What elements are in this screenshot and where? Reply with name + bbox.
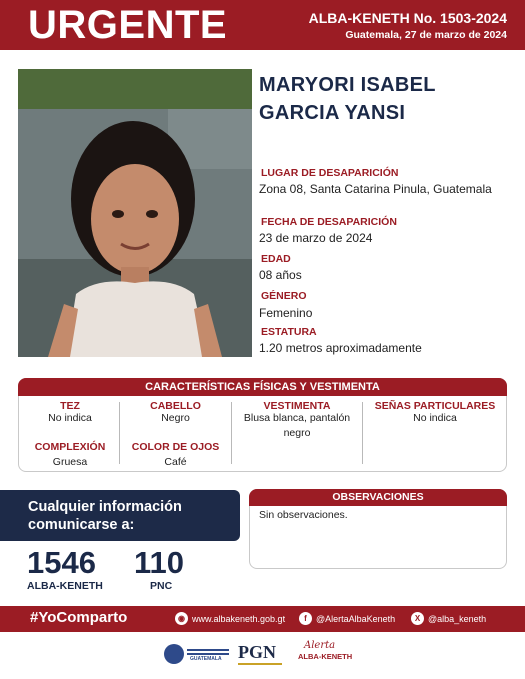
contact-line1: Cualquier información	[28, 499, 182, 515]
genero-value: Femenino	[259, 306, 313, 320]
cabello-value: Negro	[161, 412, 190, 424]
phone-alba-keneth-label: ALBA-KENETH	[27, 580, 103, 592]
phone-pnc[interactable]: 110	[134, 545, 185, 580]
complexion-label: COMPLEXIÓN	[34, 441, 106, 453]
pgn-logo	[236, 640, 286, 668]
lugar-value: Zona 08, Santa Catarina Pinula, Guatemala	[259, 182, 492, 196]
senas-label: SEÑAS PARTICULARES	[374, 400, 496, 412]
alerta-logo-line2: ALBA-KENETH	[298, 652, 353, 661]
phone-pnc-label: PNC	[150, 580, 173, 592]
guatemala-logo	[162, 640, 232, 668]
tez-label: TEZ	[60, 400, 80, 412]
complexion-value: Gruesa	[52, 456, 88, 468]
cabello-label: CABELLO	[150, 400, 201, 412]
edad-label: EDAD	[261, 253, 291, 265]
pgn-logo-text: PGN	[238, 642, 276, 662]
twitter-link[interactable]: @alba_keneth	[428, 614, 487, 624]
tez-value: No indica	[48, 412, 92, 424]
facebook-link[interactable]: @AlertaAlbaKeneth	[316, 614, 396, 624]
hashtag: #YoComparto	[30, 609, 128, 626]
header-banner	[0, 0, 525, 50]
person-name	[259, 71, 436, 127]
x-twitter-icon: X	[411, 612, 424, 625]
footer-bar	[0, 606, 525, 632]
edad-value: 08 años	[259, 268, 302, 282]
estatura-label: ESTATURA	[261, 326, 317, 338]
genero-label: GÉNERO	[261, 290, 307, 302]
alert-id: ALBA-KENETH No. 1503-2024	[308, 10, 507, 26]
ojos-label: COLOR DE OJOS	[131, 441, 220, 453]
vestimenta-label: VESTIMENTA	[263, 400, 331, 412]
contact-banner	[0, 490, 240, 541]
contact-line2: comunicarse a:	[28, 517, 135, 533]
senas-value: No indica	[413, 412, 457, 424]
vestimenta-value-line1: Blusa blanca, pantalón	[243, 412, 351, 424]
phone-alba-keneth[interactable]: 1546	[27, 545, 96, 580]
globe-icon: ◉	[175, 612, 188, 625]
vestimenta-value-line2: negro	[283, 427, 311, 439]
observations-title: OBSERVACIONES	[249, 489, 507, 506]
lugar-label: LUGAR DE DESAPARICIÓN	[261, 167, 399, 179]
facebook-icon: f	[299, 612, 312, 625]
alerta-logo-line1: Alerta	[304, 640, 336, 651]
fecha-label: FECHA DE DESAPARICIÓN	[261, 216, 397, 228]
pgn-underline	[238, 663, 282, 665]
website-link[interactable]: www.albakeneth.gob.gt	[192, 614, 286, 624]
person-name-line2: GARCIA YANSI	[259, 102, 406, 124]
characteristics-title: CARACTERÍSTICAS FÍSICAS Y VESTIMENTA	[18, 378, 507, 396]
contact-text	[28, 498, 182, 534]
urgent-title: URGENTE	[28, 3, 228, 47]
estatura-value: 1.20 metros aproximadamente	[259, 341, 422, 355]
alerta-alba-keneth-logo	[298, 640, 353, 668]
observations-text: Sin observaciones.	[259, 509, 348, 521]
missing-person-photo	[18, 69, 252, 357]
fecha-value: 23 de marzo de 2024	[259, 231, 373, 245]
person-name-line1: MARYORI ISABEL	[259, 74, 436, 96]
guatemala-logo-text: GUATEMALA	[190, 656, 222, 662]
alert-date: Guatemala, 27 de marzo de 2024	[345, 29, 507, 41]
ojos-value: Café	[164, 456, 187, 468]
